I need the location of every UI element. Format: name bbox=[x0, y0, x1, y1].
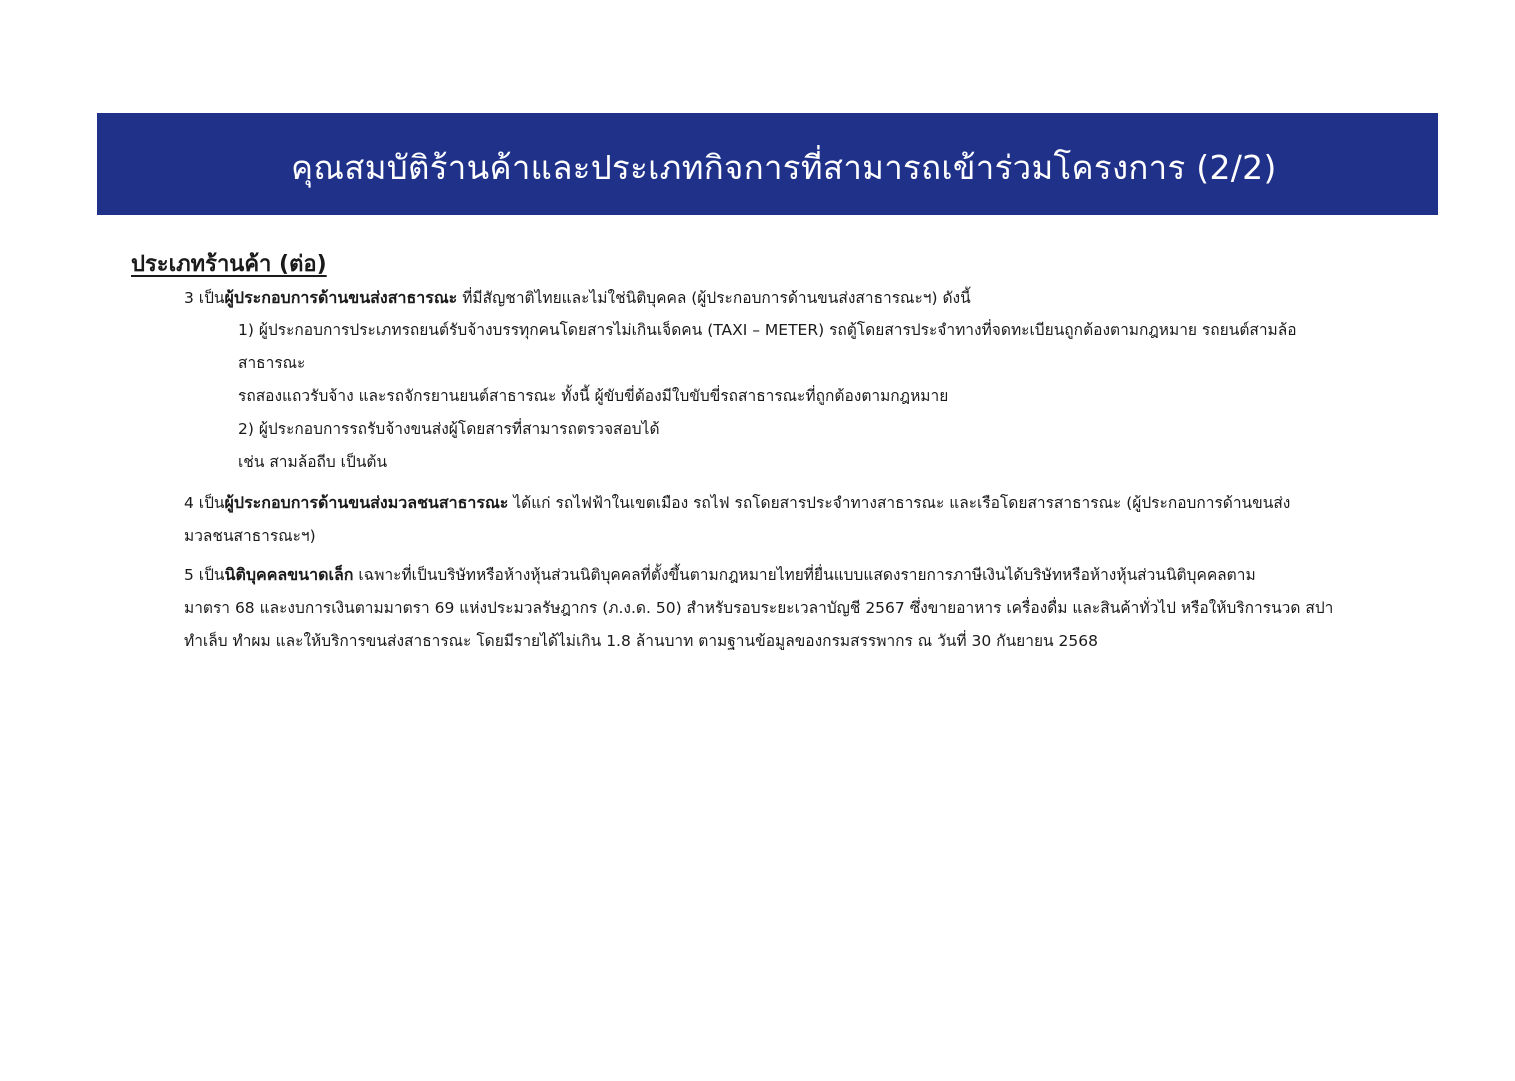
item-5-line-2: มาตรา 68 และงบการเงินตามมาตรา 69 แห่งประมวลรัษฎากร (ภ.ง.ด. 50) สำหรับรอบระยะเวลาบัญชี 2567 ซึ่งขายอาหาร เครื่องดื่ม และสินค้าทั่วไป หรือให้บริการนวด สปา bbox=[184, 599, 1334, 617]
item-4-prefix: 4 เป็น bbox=[184, 494, 225, 512]
item-3-rest: ที่มีสัญชาติไทยและไม่ใช่นิติบุคคล (ผู้ประกอบการด้านขนส่งสาธารณะฯ) ดังนี้ bbox=[457, 289, 971, 307]
item-5-bold: นิติบุคคลขนาดเล็ก bbox=[224, 565, 354, 584]
page-title: คุณสมบัติร้านค้าและประเภทกิจการที่สามารถเข้าร่วมโครงการ (2/2) bbox=[291, 148, 1277, 187]
item-3-sub-2-line-1: 2) ผู้ประกอบการรถรับจ้างขนส่งผู้โดยสารที่สามารถตรวจสอบได้ bbox=[238, 420, 660, 438]
item-4-line-1 bbox=[184, 493, 1290, 513]
item-3-sub-1-line-3: รถสองแถวรับจ้าง และรถจักรยานยนต์สาธารณะ ทั้งนี้ ผู้ขับขี่ต้องมีใบขับขี่รถสาธารณะที่ถูกต้องตามกฎหมาย bbox=[238, 387, 949, 405]
item-5-rest: เฉพาะที่เป็นบริษัทหรือห้างหุ้นส่วนนิติบุคคลที่ตั้งขึ้นตามกฎหมายไทยที่ยื่นแบบแสดงรายการภาษีเงินได้บริษัทหรือห้างหุ้นส่วนนิติบุคคลตาม bbox=[353, 566, 1256, 584]
item-4-rest: ได้แก่ รถไฟฟ้าในเขตเมือง รถไฟ รถโดยสารประจำทางสาธารณะ และเรือโดยสารสาธารณะ (ผู้ประกอบการด้านขนส่ง bbox=[508, 494, 1291, 512]
item-5-line-3: ทำเล็บ ทำผม และให้บริการขนส่งสาธารณะ โดยมีรายได้ไม่เกิน 1.8 ล้านบาท ตามฐานข้อมูลของกรมสรรพากร ณ วันที่ 30 กันยายน 2568 bbox=[184, 632, 1099, 650]
item-3-bold: ผู้ประกอบการด้านขนส่งสาธารณะ bbox=[224, 288, 458, 307]
item-3-prefix: 3 เป็น bbox=[184, 289, 225, 307]
item-3-sub-1-line-2: สาธารณะ bbox=[238, 354, 306, 372]
item-3-sub-2-line-2: เช่น สามล้อถีบ เป็นต้น bbox=[238, 453, 388, 471]
item-3-sub-1-line-1: 1) ผู้ประกอบการประเภทรถยนต์รับจ้างบรรทุกคนโดยสารไม่เกินเจ็ดคน (TAXI – METER) รถตู้โดยสารประจำทางที่จดทะเบียนถูกต้องตามกฎหมาย รถยนต์สามล้อ bbox=[238, 321, 1297, 339]
item-5-prefix: 5 เป็น bbox=[184, 566, 225, 584]
item-3-line-1 bbox=[184, 288, 971, 308]
title-banner bbox=[97, 113, 1438, 215]
item-5-line-1 bbox=[184, 565, 1256, 585]
item-4-bold: ผู้ประกอบการด้านขนส่งมวลชนสาธารณะ bbox=[224, 493, 509, 512]
item-4-line-2: มวลชนสาธารณะฯ) bbox=[184, 527, 316, 545]
section-heading: ประเภทร้านค้า (ต่อ) bbox=[131, 252, 327, 277]
